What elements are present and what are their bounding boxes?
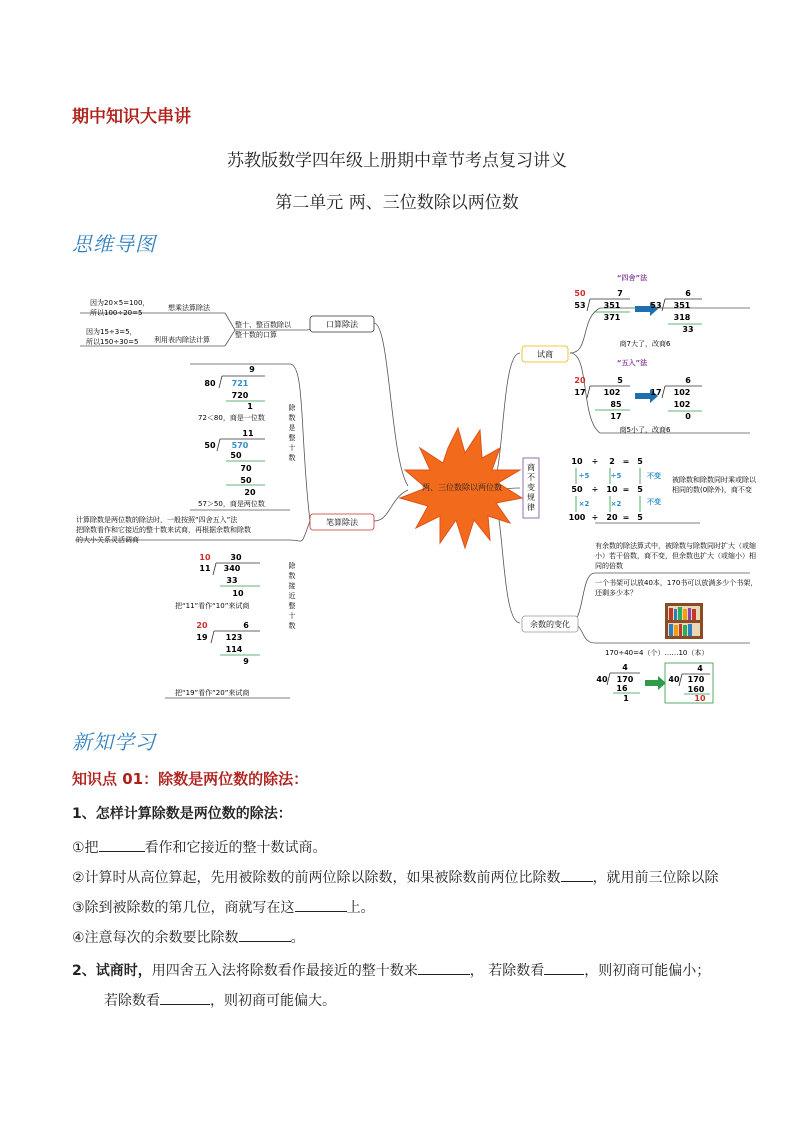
svg-text:33: 33: [682, 325, 694, 334]
svg-text:570: 570: [231, 441, 249, 450]
branch-trial: 试商: [537, 350, 553, 359]
svg-text:5: 5: [637, 513, 643, 522]
division-1: [204, 365, 265, 411]
branch-invariant: [527, 462, 535, 512]
svg-text:50: 50: [230, 451, 242, 460]
remainder-desc-1: 有余数的除法算式中，被除数与除数同时扩大（或缩: [595, 542, 756, 550]
svg-text:318: 318: [673, 313, 691, 322]
blank-3[interactable]: [295, 897, 347, 912]
svg-text:=: =: [622, 513, 630, 522]
trial-b2: [650, 376, 702, 421]
svg-text:不: 不: [527, 473, 535, 482]
svg-text:=: =: [622, 485, 630, 494]
svg-text:6: 6: [243, 621, 249, 630]
svg-text:4: 4: [622, 663, 628, 672]
svg-text:160: 160: [687, 685, 705, 694]
blank-1[interactable]: [99, 837, 145, 852]
svg-text:351: 351: [603, 301, 621, 310]
knowledge-point-title: 知识点 01：除数是两位数的除法：: [72, 770, 309, 788]
svg-text:102: 102: [673, 388, 691, 397]
svg-text:÷: ÷: [591, 513, 599, 522]
svg-text:170: 170: [616, 675, 634, 684]
case-whole-ten: [289, 403, 297, 462]
op-div-5-left: ÷5: [578, 472, 590, 480]
svg-text:11: 11: [199, 564, 211, 573]
svg-text:10: 10: [232, 589, 244, 598]
svg-text:整: 整: [288, 602, 296, 610]
svg-text:10: 10: [199, 553, 211, 562]
trial-small-note: 商5小了，改商6: [619, 426, 671, 434]
division-3: [199, 553, 260, 598]
svg-text:16: 16: [616, 684, 628, 693]
remainder-desc-2: 小）若干倍数，商不变，但余数也扩大（或缩小）相: [595, 552, 756, 560]
item-1: ①把 看作和它接近的整十数试商。: [72, 837, 327, 857]
svg-text:53: 53: [574, 301, 586, 310]
svg-text:整: 整: [288, 434, 296, 442]
arrow-icon: [645, 676, 666, 690]
svg-text:20: 20: [244, 488, 256, 497]
svg-text:123: 123: [225, 633, 243, 642]
trial-five-label: “五入”法: [616, 359, 648, 367]
svg-text:数: 数: [288, 572, 296, 580]
blank-2[interactable]: [561, 867, 593, 882]
blank-5[interactable]: [418, 960, 470, 975]
rule-3: 的大小关系灵活调商: [76, 536, 139, 544]
same-label-2: 不变: [647, 498, 661, 506]
see-1: 把“11”看作“10”来试商: [175, 602, 250, 610]
svg-text:20: 20: [606, 513, 618, 522]
rule-2: 把除数看作和它接近的整十数来试商，再根据余数和除数: [76, 526, 251, 534]
svg-text:170: 170: [687, 675, 705, 684]
center-topic: 两、三位数除以两位数: [422, 483, 502, 492]
svg-text:接: 接: [288, 582, 296, 590]
svg-text:102: 102: [603, 388, 621, 397]
invariant-desc-1: 被除数和除数同时乘或除以: [672, 476, 756, 484]
svg-text:1: 1: [623, 694, 629, 703]
item-2: ②计算时从高位算起，先用被除数的前两位除以除数，如果被除数前两位比除数 ，就用前三位除以除: [72, 867, 719, 887]
svg-text:近: 近: [288, 592, 296, 600]
svg-text:4: 4: [697, 664, 703, 673]
svg-text:100: 100: [568, 513, 586, 522]
svg-text:11: 11: [242, 429, 254, 438]
svg-text:80: 80: [204, 379, 216, 388]
question-2: 2、试商时，用四舍五入法将除数看作最接近的整十数来 ， 若除数看 ，则初商可能偏小；: [72, 960, 710, 980]
svg-text:变: 变: [527, 483, 535, 492]
bookshelf-icon: [665, 603, 703, 639]
svg-text:114: 114: [225, 645, 243, 654]
svg-text:0: 0: [685, 412, 691, 421]
oral-example-1b: 所以100÷20=5: [90, 309, 143, 317]
blank-7[interactable]: [160, 990, 210, 1005]
section-new-heading: 新知学习: [72, 730, 156, 754]
svg-text:5: 5: [637, 485, 643, 494]
svg-text:1: 1: [247, 402, 253, 411]
svg-text:50: 50: [204, 441, 216, 450]
item-4: ④注意每次的余数要比除数 。: [72, 927, 305, 947]
svg-text:5: 5: [637, 457, 643, 466]
svg-text:商: 商: [527, 463, 535, 472]
branch-oral: 口算除法: [326, 320, 358, 329]
svg-text:20: 20: [196, 621, 208, 630]
svg-text:除: 除: [288, 404, 296, 412]
svg-text:6: 6: [685, 376, 691, 385]
remainder-equation: 170÷40=4（个）……10（本）: [605, 649, 709, 657]
svg-text:720: 720: [231, 391, 249, 400]
see-2: 把“19”看作“20”来试商: [175, 689, 250, 697]
svg-text:40: 40: [596, 675, 608, 684]
trial-big-note: 商7大了，改商6: [619, 340, 671, 348]
branch-written: 笔算除法: [326, 518, 358, 527]
svg-text:17: 17: [610, 412, 622, 421]
op-mul-2-left: ×2: [578, 500, 590, 508]
svg-text:=: =: [622, 457, 630, 466]
svg-text:规: 规: [527, 493, 535, 502]
svg-text:十: 十: [288, 444, 296, 452]
svg-text:102: 102: [673, 400, 691, 409]
svg-text:2: 2: [609, 457, 615, 466]
svg-text:70: 70: [240, 464, 252, 473]
unit-title: 第二单元 两、三位数除以两位数: [275, 193, 519, 213]
svg-text:40: 40: [668, 675, 680, 684]
note-1: 72＜80，商是一位数: [198, 414, 265, 422]
oral-example-2a: 因为15÷3=5，: [86, 328, 137, 336]
svg-text:律: 律: [527, 503, 535, 512]
question-1-title: 1、怎样计算除数是两位数的除法：: [72, 806, 292, 822]
section-mindmap-heading: 思维导图: [72, 232, 156, 256]
svg-text:721: 721: [231, 379, 249, 388]
svg-text:是: 是: [288, 424, 296, 432]
svg-text:10: 10: [606, 485, 618, 494]
trial-b1: [574, 376, 630, 421]
oral-method-2: 利用表内除法计算: [154, 336, 210, 344]
invariant-desc-2: 相同的数(0除外)，商不变: [672, 486, 752, 494]
division-4: [196, 621, 260, 666]
brand-title: 期中知识大串讲: [72, 107, 191, 127]
svg-text:17: 17: [650, 388, 662, 397]
blank-4[interactable]: [239, 927, 291, 942]
svg-text:53: 53: [650, 301, 662, 310]
svg-text:17: 17: [574, 388, 586, 397]
svg-text:10: 10: [571, 457, 583, 466]
branch-remainder: 余数的变化: [530, 620, 570, 629]
trial-a1: [574, 289, 630, 322]
remainder-question-1: 一个书架可以放40本，170书可以放满多少个书架，: [595, 579, 758, 587]
svg-text:85: 85: [610, 400, 622, 409]
oral-desc-1: 整十、整百数除以: [235, 321, 291, 329]
op-mul-2-right: ×2: [610, 500, 622, 508]
svg-text:20: 20: [574, 376, 586, 385]
note-2: 57＞50，商是两位数: [198, 500, 265, 508]
svg-text:9: 9: [249, 365, 255, 374]
svg-text:371: 371: [603, 313, 621, 322]
svg-text:9: 9: [243, 657, 249, 666]
svg-text:10: 10: [694, 694, 706, 703]
remainder-question-2: 还剩多少本？: [595, 589, 637, 597]
rule-1: 计算除数是两位数的除法时，一般按照“四舍五入”法: [76, 516, 238, 524]
division-2: [204, 429, 265, 497]
oral-example-2b: 所以150÷30=5: [86, 338, 139, 346]
svg-text:50: 50: [240, 476, 252, 485]
mind-map: [60, 258, 758, 703]
trial-four-label: “四舍”法: [616, 274, 648, 282]
blank-6[interactable]: [544, 960, 584, 975]
item-3: ③除到被除数的第几位，商就写在这 上。: [72, 897, 375, 917]
oral-example-1a: 因为20×5=100，: [90, 299, 150, 307]
svg-text:除: 除: [288, 562, 296, 570]
trial-a2: [650, 289, 702, 334]
svg-text:5: 5: [617, 376, 623, 385]
oral-method-1: 想乘法算除法: [168, 304, 210, 312]
svg-text:数: 数: [288, 622, 296, 630]
svg-text:数: 数: [288, 454, 296, 462]
remainder-e2: [668, 664, 710, 703]
svg-text:6: 6: [685, 289, 691, 298]
svg-text:十: 十: [288, 612, 296, 620]
svg-text:351: 351: [673, 301, 691, 310]
svg-text:33: 33: [226, 576, 238, 585]
svg-text:7: 7: [617, 289, 623, 298]
svg-text:数: 数: [288, 414, 296, 422]
remainder-desc-3: 同的倍数: [595, 562, 623, 570]
case-near-ten: [289, 561, 297, 630]
remainder-e1: [596, 663, 640, 703]
svg-text:30: 30: [230, 553, 242, 562]
svg-text:340: 340: [223, 564, 241, 573]
svg-text:50: 50: [574, 289, 586, 298]
svg-text:50: 50: [571, 485, 583, 494]
op-div-5-right: ÷5: [610, 472, 622, 480]
document-title: 苏教版数学四年级上册期中章节考点复习讲义: [227, 151, 567, 171]
invariant-rows: [569, 457, 644, 522]
same-label-1: 不变: [647, 472, 661, 480]
oral-desc-2: 整十数的口算: [235, 331, 277, 339]
svg-text:÷: ÷: [591, 485, 599, 494]
svg-text:÷: ÷: [591, 457, 599, 466]
question-2-cont: 若除数看 ，则初商可能偏大。: [104, 990, 336, 1010]
svg-text:19: 19: [196, 633, 208, 642]
